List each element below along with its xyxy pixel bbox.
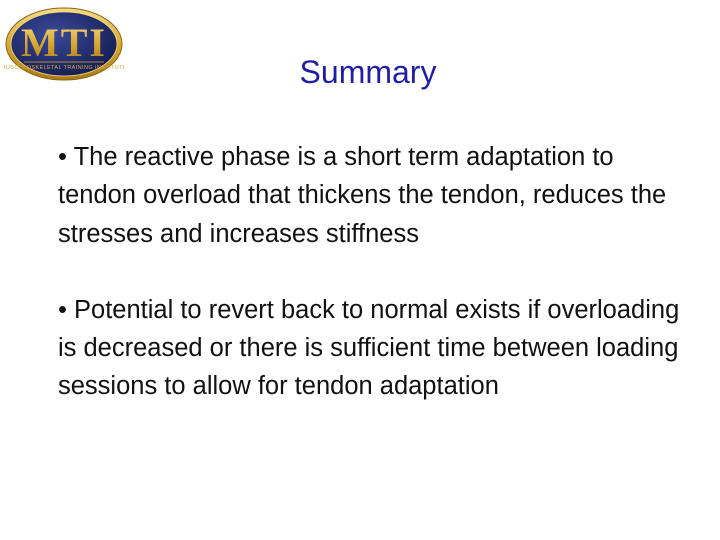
bullet-text: Potential to revert back to normal exists if overloading is decreased or there is sufficient time between loading sessions to allow for tendon adaptation <box>58 295 680 401</box>
bullet-marker: • <box>58 295 67 324</box>
bullet-item <box>58 291 698 406</box>
slide-title: Summary <box>299 54 437 90</box>
bullet-item <box>58 138 698 253</box>
logo-subtitle: MUSCULOSKELETAL TRAINING INSTITUTE <box>4 65 124 71</box>
bullet-marker: • <box>58 143 67 171</box>
logo-letters: MTI <box>21 20 107 65</box>
bullet-text: The reactive phase is a short term adaptation to tendon overload that thickens the tendon, reduces the stresses and increases stiffness <box>58 143 667 248</box>
bullet-list <box>58 138 698 444</box>
